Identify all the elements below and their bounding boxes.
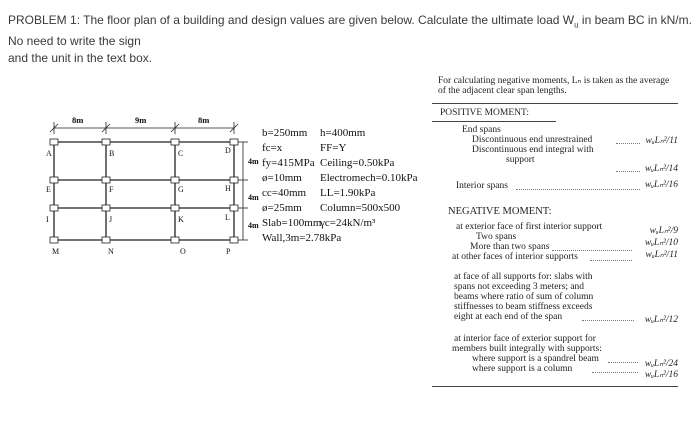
problem-text-line1b: in beam BC in kN/m. No need to write the sign — [8, 13, 692, 49]
given-row — [262, 201, 442, 216]
leader — [592, 372, 638, 373]
given-row — [262, 186, 442, 201]
neg-value-11: wᵤLₙ²/11 — [645, 250, 678, 260]
given-left: fy=415MPa — [262, 157, 315, 169]
pos-value-1: wᵤLₙ²/11 — [645, 136, 678, 146]
given-row — [262, 231, 442, 246]
problem-statement — [8, 12, 698, 67]
design-values — [262, 126, 442, 246]
given-left: Wall,3m=2.78kPa — [262, 232, 342, 244]
leader — [552, 250, 632, 251]
span-label-right-2: 4m — [248, 193, 259, 202]
other-faces-label: at other faces of interior supports — [452, 252, 578, 262]
given-right: γc=24kN/m³ — [320, 217, 376, 229]
discont-integral-1: Discontinuous end integral with — [472, 145, 594, 155]
neg-value-24: wᵤLₙ²/24 — [644, 359, 678, 369]
given-right: Column=500x500 — [320, 202, 401, 214]
node-B: B — [109, 149, 115, 158]
node-A: A — [46, 149, 52, 158]
end-spans-label: End spans — [462, 125, 501, 135]
discont-unrestrained: Discontinuous end unrestrained — [472, 135, 593, 145]
given-row — [262, 141, 442, 156]
node-F: F — [109, 185, 114, 194]
given-right: h=400mm — [320, 127, 366, 139]
two-spans-label: Two spans — [476, 232, 517, 242]
discont-integral-2: support — [506, 155, 535, 165]
problem-subscript: u — [574, 20, 579, 30]
leader — [616, 171, 640, 172]
node-I: I — [46, 215, 49, 224]
face-all-3: beams where ratio of sum of column — [454, 292, 594, 302]
node-P: P — [226, 247, 231, 256]
span-label-right-1: 4m — [248, 157, 259, 166]
neg-value-10: wᵤLₙ²/10 — [644, 238, 678, 248]
spandrel-label: where support is a spandrel beam — [472, 354, 599, 364]
divider — [432, 386, 678, 387]
pos-value-3: wᵤLₙ²/16 — [644, 180, 678, 190]
floor-plan — [40, 110, 280, 270]
given-left: ø=25mm — [262, 202, 302, 214]
given-right: Electromech=0.10kPa — [320, 172, 418, 184]
negative-moment-title: NEGATIVE MOMENT: — [448, 206, 552, 217]
neg-value-9: wᵤLₙ²/9 — [649, 226, 678, 236]
given-left: fc=x — [262, 142, 283, 154]
node-J: J — [109, 215, 113, 224]
node-M: M — [52, 247, 60, 256]
given-row — [262, 156, 442, 171]
pos-value-2: wᵤLₙ²/14 — [644, 164, 678, 174]
problem-text-line1: PROBLEM 1: The floor plan of a building and design values are given below. Calculate the ultimate load W — [8, 13, 575, 27]
given-right: Ceiling=0.50kPa — [320, 157, 395, 169]
given-right: LL=1.90kPa — [320, 187, 376, 199]
given-left: b=250mm — [262, 127, 308, 139]
span-label-top-2: 9m — [135, 115, 147, 125]
face-all-4: stiffnesses to beam stiffness exceeds — [454, 302, 593, 312]
node-G: G — [178, 185, 184, 194]
leader — [608, 362, 638, 363]
node-L: L — [225, 213, 230, 222]
leader — [590, 260, 632, 261]
face-all-2: spans not exceeding 3 meters; and — [454, 282, 585, 292]
face-all-1: at face of all supports for: slabs with — [454, 272, 593, 282]
divider — [432, 121, 556, 122]
more-two-spans-label: More than two spans — [470, 242, 550, 252]
leader — [516, 189, 640, 190]
column-label: where support is a column — [472, 364, 573, 374]
leader — [582, 320, 634, 321]
given-left: ø=10mm — [262, 172, 302, 184]
face-all-5: eight at each end of the span — [454, 312, 563, 322]
span-label-top-3: 8m — [198, 115, 210, 125]
neg-value-16: wᵤLₙ²/16 — [644, 370, 678, 380]
divider — [432, 103, 678, 104]
leader — [616, 143, 640, 144]
node-E: E — [46, 185, 51, 194]
ref-intro-1: For calculating negative moments, Lₙ is taken as the average — [438, 76, 670, 86]
node-C: C — [178, 149, 184, 158]
node-H: H — [225, 184, 231, 193]
span-label-right-3: 4m — [248, 221, 259, 230]
given-right: FF=Y — [320, 142, 347, 154]
int-face-1: at interior face of exterior support for — [454, 334, 596, 344]
node-N: N — [108, 247, 114, 256]
node-K: K — [178, 215, 184, 224]
given-row — [262, 126, 442, 141]
node-D: D — [225, 146, 231, 155]
ref-intro-2: of the adjacent clear span lengths. — [438, 86, 567, 96]
node-O: O — [180, 247, 186, 256]
int-face-2: members built integrally with supports: — [452, 344, 602, 354]
interior-spans-label: Interior spans — [456, 181, 508, 191]
given-row — [262, 216, 442, 231]
ext-face-label: at exterior face of first interior support — [456, 222, 603, 232]
given-left: cc=40mm — [262, 187, 307, 199]
span-label-top-1: 8m — [72, 115, 84, 125]
given-left: Slab=100mm — [262, 217, 322, 229]
neg-value-12: wᵤLₙ²/12 — [644, 315, 678, 325]
given-row — [262, 171, 442, 186]
positive-moment-title: POSITIVE MOMENT: — [440, 108, 529, 118]
problem-text-line2: and the unit in the text box. — [8, 51, 153, 66]
